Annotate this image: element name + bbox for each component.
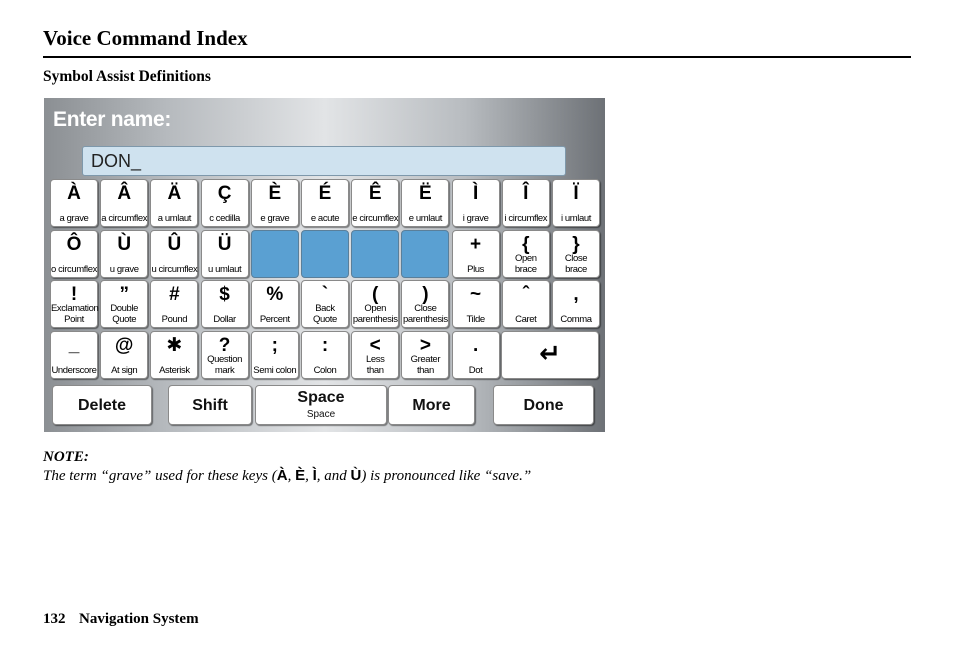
note-label: NOTE: xyxy=(43,449,89,465)
key-glyph: Ï xyxy=(573,183,579,204)
key-label: u umlaut xyxy=(207,264,242,275)
key-glyph: ! xyxy=(70,284,78,305)
key-label: Less than xyxy=(365,354,385,376)
key-label: a circumflex xyxy=(101,213,148,224)
key-label: Open parenthesis xyxy=(352,303,398,325)
symbol-key[interactable] xyxy=(50,331,98,379)
key-glyph: Ä xyxy=(167,183,182,204)
key-glyph: : xyxy=(321,335,329,356)
key-glyph: ✱ xyxy=(166,335,183,356)
symbol-key[interactable] xyxy=(502,179,550,227)
key-glyph: ” xyxy=(119,284,129,305)
symbol-key[interactable] xyxy=(452,331,500,379)
symbol-key[interactable] xyxy=(452,179,500,227)
screen-title: Enter name: xyxy=(53,108,172,131)
key-glyph: + xyxy=(470,234,482,255)
symbol-key[interactable] xyxy=(452,280,500,328)
enter-icon: ↵ xyxy=(539,338,561,368)
key-glyph: Ù xyxy=(117,234,132,255)
key-glyph: . xyxy=(472,335,479,356)
symbol-key[interactable] xyxy=(301,179,349,227)
key-label: e circumflex xyxy=(352,213,399,224)
key-glyph: < xyxy=(369,335,381,356)
key-label: u circumflex xyxy=(151,264,198,275)
symbol-key[interactable] xyxy=(401,179,449,227)
symbol-key[interactable] xyxy=(301,331,349,379)
key-glyph: À xyxy=(67,183,81,204)
key-label: Exclamation Point xyxy=(51,303,99,325)
key-label: Pound xyxy=(161,314,188,325)
key-label: a umlaut xyxy=(157,213,192,224)
key-glyph: # xyxy=(169,284,180,305)
key-glyph: > xyxy=(419,335,431,356)
symbol-key[interactable] xyxy=(251,331,299,379)
key-glyph: Ü xyxy=(217,234,232,255)
space-button-sublabel: Space xyxy=(306,409,336,420)
symbol-key[interactable] xyxy=(502,280,550,328)
done-button[interactable] xyxy=(493,385,594,425)
symbol-key[interactable] xyxy=(401,331,449,379)
key-label: Comma xyxy=(560,314,592,325)
key-label: o circumflex xyxy=(51,264,97,275)
key-glyph: @ xyxy=(114,335,134,356)
key-label: e acute xyxy=(310,213,340,224)
key-glyph: ˆ xyxy=(522,284,529,305)
note-key-u-grave: Ù xyxy=(350,467,362,484)
symbol-key[interactable] xyxy=(452,230,500,278)
symbol-key[interactable] xyxy=(401,280,449,328)
section-heading: Symbol Assist Definitions xyxy=(43,68,211,85)
key-glyph: ; xyxy=(271,335,278,356)
symbol-key[interactable] xyxy=(50,230,98,278)
key-label: u grave xyxy=(109,264,139,275)
key-label: i circumflex xyxy=(504,213,548,224)
key-glyph: ~ xyxy=(470,284,482,305)
key-glyph: { xyxy=(522,234,530,255)
symbol-key[interactable] xyxy=(201,230,249,278)
symbol-key[interactable] xyxy=(301,280,349,328)
key-glyph: É xyxy=(318,183,332,204)
key-glyph: ? xyxy=(218,335,231,356)
symbol-key[interactable] xyxy=(150,179,198,227)
key-glyph: Ç xyxy=(217,183,232,204)
key-glyph: Û xyxy=(167,234,182,255)
delete-button-label: Delete xyxy=(77,397,127,414)
symbol-key[interactable] xyxy=(502,230,550,278)
shift-button-label: Shift xyxy=(192,397,228,414)
key-glyph: ( xyxy=(372,284,379,305)
name-input-value: DON_ xyxy=(91,151,142,171)
symbol-key[interactable] xyxy=(251,179,299,227)
symbol-key[interactable] xyxy=(351,331,399,379)
key-glyph: È xyxy=(268,183,282,204)
blank-key xyxy=(401,230,449,278)
key-label: Percent xyxy=(259,314,290,325)
key-label: i grave xyxy=(462,213,489,224)
key-label: Close parenthesis xyxy=(403,303,448,325)
symbol-key[interactable] xyxy=(100,230,148,278)
key-label: Plus xyxy=(467,264,485,275)
key-label: e umlaut xyxy=(408,213,443,224)
key-label: Back Quote xyxy=(313,303,337,325)
key-label: Open brace xyxy=(514,253,537,275)
key-label: Colon xyxy=(313,365,337,376)
key-glyph: ` xyxy=(321,284,329,305)
blank-key xyxy=(251,230,299,278)
key-glyph: ) xyxy=(422,284,429,305)
key-glyph: } xyxy=(572,234,580,255)
symbol-key[interactable] xyxy=(50,280,98,328)
key-glyph: Ô xyxy=(66,234,82,255)
key-label: Dot xyxy=(468,365,483,376)
shift-button[interactable] xyxy=(168,385,252,425)
symbol-key[interactable] xyxy=(201,280,249,328)
key-glyph: $ xyxy=(219,284,230,305)
key-label: Question mark xyxy=(207,354,242,376)
note-key-a-grave: À xyxy=(276,467,288,484)
symbol-key[interactable] xyxy=(552,280,600,328)
symbol-key[interactable] xyxy=(552,230,600,278)
key-label: Caret xyxy=(515,314,537,325)
symbol-key[interactable] xyxy=(351,179,399,227)
symbol-key[interactable] xyxy=(150,331,198,379)
space-button[interactable] xyxy=(255,385,387,425)
key-label: Asterisk xyxy=(159,365,190,376)
symbol-key[interactable] xyxy=(50,179,98,227)
symbol-key[interactable] xyxy=(100,179,148,227)
name-input[interactable] xyxy=(82,146,566,176)
key-label: Double Quote xyxy=(110,303,139,325)
symbol-key[interactable] xyxy=(251,280,299,328)
key-label: At sign xyxy=(111,365,138,376)
blank-key xyxy=(351,230,399,278)
symbol-key[interactable] xyxy=(100,331,148,379)
key-glyph: _ xyxy=(68,335,80,356)
blank-key xyxy=(301,230,349,278)
key-label: Underscore xyxy=(51,365,97,376)
symbol-key[interactable] xyxy=(351,280,399,328)
key-label: c cedilla xyxy=(209,213,240,224)
key-glyph: , xyxy=(573,284,579,305)
symbol-key[interactable] xyxy=(201,179,249,227)
note-key-i-grave: Ì xyxy=(312,467,317,484)
symbol-key[interactable] xyxy=(201,331,249,379)
key-glyph: Î xyxy=(523,183,529,204)
key-label: i umlaut xyxy=(560,213,592,224)
key-glyph: Ì xyxy=(472,183,479,204)
key-label: Tilde xyxy=(466,314,485,325)
page-title: Voice Command Index xyxy=(43,26,248,50)
note-key-e-grave: È xyxy=(295,467,306,484)
keyboard-screen xyxy=(44,98,605,432)
key-glyph: Ë xyxy=(419,183,432,204)
done-button-label: Done xyxy=(523,397,564,414)
page-number: 132 xyxy=(43,611,66,627)
symbol-key[interactable] xyxy=(552,179,600,227)
key-label: e grave xyxy=(260,213,290,224)
key-label: a grave xyxy=(59,213,89,224)
more-button-label: More xyxy=(412,397,451,414)
footer-label: Navigation System xyxy=(79,611,199,627)
delete-button[interactable] xyxy=(52,385,152,425)
note-text: The term “grave” used for these keys (À, È, Ì, and Ù) is pronounced like “save.” xyxy=(43,467,532,484)
symbol-key[interactable] xyxy=(100,280,148,328)
key-glyph: Ê xyxy=(368,183,382,204)
key-glyph: Â xyxy=(117,183,132,204)
symbol-key[interactable] xyxy=(150,230,198,278)
symbol-key[interactable] xyxy=(150,280,198,328)
space-button-label: Space xyxy=(297,389,345,406)
key-label: Dollar xyxy=(213,314,236,325)
key-label: Close brace xyxy=(564,253,588,275)
header-rule xyxy=(43,56,911,58)
key-label: Greater than xyxy=(410,354,441,376)
more-button[interactable] xyxy=(388,385,475,425)
key-glyph: % xyxy=(266,284,284,305)
key-label: Semi colon xyxy=(253,365,297,376)
enter-key[interactable] xyxy=(501,331,599,379)
